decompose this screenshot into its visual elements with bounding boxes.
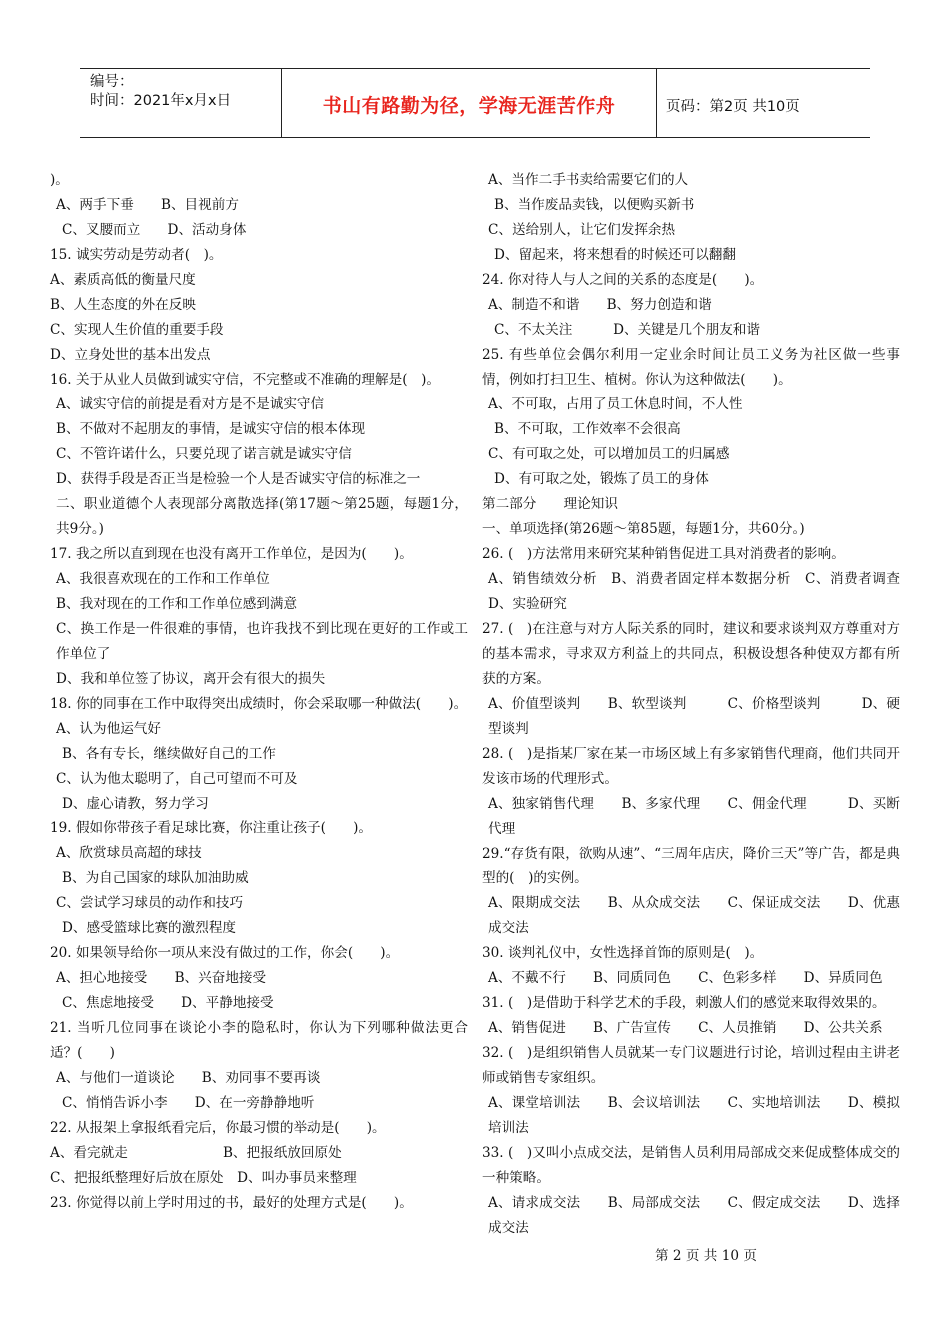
text-line: 19. 假如你带孩子看足球比赛，你注重让孩子( )。: [50, 820, 373, 837]
text-line: 二、职业道德个人表现部分离散选择(第17题～第25题，每题1分，共9分。): [56, 496, 468, 538]
text-line: A、价值型谈判 B、软型谈判 C、价格型谈判 D、硬型谈判: [488, 695, 900, 737]
text-line: D、立身处世的基本出发点: [50, 346, 211, 363]
text-line: 第二部分 理论知识: [482, 496, 618, 513]
text-line: )。: [50, 172, 69, 188]
left-column: [50, 168, 468, 1215]
text-line: A、担心地接受 B、兴奋地接受: [56, 970, 267, 987]
text-line: A、销售促进 B、广告宣传 C、人员推销 D、公共关系: [488, 1020, 883, 1037]
text-line: 33. ( )又叫小点成交法，是销售人员利用局部成交来促成整体成交的一种策略。: [482, 1144, 900, 1186]
text-line: 23. 你觉得以前上学时用过的书，最好的处理方式是( )。: [50, 1194, 413, 1211]
text-line: A、看完就走 B、把报纸放回原处: [50, 1144, 342, 1161]
header-motto: 书山有路勤为径，学海无涯苦作舟: [322, 95, 616, 117]
text-line: B、当作废品卖钱，以便购买新书: [494, 196, 695, 213]
text-line: C、把报纸整理好后放在原处 D、叫办事员来整理: [50, 1169, 357, 1186]
text-line: D、有可取之处，锻炼了员工的身体: [494, 471, 709, 488]
text-line: 29.“存货有限，欲购从速”、“三周年店庆，降价三天”等广告，都是典型的( )的实例。: [482, 845, 900, 887]
text-line: 28. ( )是指某厂家在某一市场区域上有多家销售代理商，他们共同开发该市场的代理形式。: [482, 745, 900, 787]
text-line: 21. 当听几位同事在谈论小李的隐私时，你认为下列哪种做法更合适？( ): [50, 1019, 468, 1061]
text-line: B、为自己国家的球队加油助威: [62, 870, 249, 887]
text-line: 18. 你的同事在工作中取得突出成绩时，你会采取哪一种做法( )。: [50, 695, 468, 712]
text-line: A、不戴不行 B、同质同色 C、色彩多样 D、异质同色: [488, 970, 883, 987]
text-line: A、欣赏球员高超的球技: [56, 845, 202, 862]
text-line: D、留起来，将来想看的时候还可以翻翻: [494, 246, 736, 263]
text-line: C、尝试学习球员的动作和技巧: [56, 895, 244, 912]
text-line: D、感受篮球比赛的激烈程度: [62, 920, 237, 937]
text-line: A、素质高低的衡量尺度: [50, 271, 196, 288]
text-line: C、换工作是一件很难的事情，也许我找不到比现在更好的工作或工作单位了: [56, 620, 468, 662]
text-line: C、实现人生价值的重要手段: [50, 321, 224, 338]
text-line: 26. ( )方法常用来研究某种销售促进工具对消费者的影响。: [482, 546, 845, 563]
text-line: C、焦虑地接受 D、平静地接受: [62, 995, 274, 1012]
header-page-label: 页码：第2页 共10页: [666, 99, 800, 115]
text-line: C、悄悄告诉小李 D、在一旁静静地听: [62, 1094, 315, 1111]
text-line: A、诚实守信的前提是看对方是不是诚实守信: [56, 396, 325, 413]
header-divider: [281, 69, 282, 137]
text-line: C、不太关注 D、关键是几个朋友和谐: [494, 321, 760, 338]
page-footer: 第 2 页 共 10 页: [655, 1248, 757, 1264]
text-line: 22. 从报架上拿报纸看完后，你最习惯的举动是( )。: [50, 1119, 386, 1136]
text-line: 20. 如果领导给你一项从来没有做过的工作，你会( )。: [50, 945, 400, 962]
header-time-label: 时间：2021年x月x日: [90, 93, 232, 109]
text-line: D、我和单位签了协议，离开会有很大的损失: [56, 670, 326, 687]
text-line: C、认为他太聪明了，自己可望而不可及: [56, 770, 298, 787]
text-line: A、当作二手书卖给需要它们的人: [488, 172, 689, 188]
text-line: A、课堂培训法 B、会议培训法 C、实地培训法 D、模拟培训法: [488, 1094, 900, 1136]
text-line: B、人生态度的外在反映: [50, 296, 196, 313]
text-line: 30. 谈判礼仪中，女性选择首饰的原则是( )。: [482, 945, 764, 962]
text-line: A、销售绩效分析 B、消费者固定样本数据分析 C、消费者调查 D、实验研究: [488, 571, 928, 612]
text-line: A、我很喜欢现在的工作和工作单位: [56, 571, 270, 588]
text-line: 32. ( )是组织销售人员就某一专门议题进行讨论，培训过程由主讲老师或销售专家组织。: [482, 1045, 900, 1087]
header-meta: [90, 73, 231, 111]
text-line: 25. 有些单位会偶尔利用一定业余时间让员工义务为社区做一些事情，例如打扫卫生、植树。你认为这种做法( )。: [482, 346, 900, 388]
right-column: [482, 168, 928, 1241]
text-line: B、不做对不起朋友的事情，是诚实守信的根本体现: [56, 421, 366, 438]
text-line: C、有可取之处，可以增加员工的归属感: [488, 446, 730, 463]
text-line: A、与他们一道谈论 B、劝同事不要再谈: [56, 1069, 321, 1086]
text-line: 24. 你对待人与人之间的关系的态度是( )。: [482, 271, 764, 288]
text-line: B、各有专长，继续做好自己的工作: [62, 745, 276, 762]
text-line: 15. 诚实劳动是劳动者( )。: [50, 246, 223, 263]
header-number-label: 编号：: [90, 74, 134, 90]
text-line: B、我对现在的工作和工作单位感到满意: [56, 595, 298, 612]
text-line: A、认为他运气好: [56, 720, 161, 737]
header-divider: [656, 69, 657, 137]
text-line: A、制造不和谐 B、努力创造和谐: [488, 296, 712, 313]
text-line: D、虚心请教，努力学习: [62, 795, 209, 812]
text-line: 16. 关于从业人员做到诚实守信，不完整或不准确的理解是( )。: [50, 371, 440, 388]
text-line: 17. 我之所以直到现在也没有离开工作单位，是因为( )。: [50, 546, 413, 563]
text-line: 31. ( )是借助于科学艺术的手段，刺激人们的感觉来取得效果的。: [482, 995, 886, 1012]
text-line: A、请求成交法 B、局部成交法 C、假定成交法 D、选择成交法: [488, 1194, 900, 1236]
text-line: 一、单项选择(第26题～第85题，每题1分，共60分。): [482, 521, 805, 538]
text-line: A、不可取，占用了员工休息时间，不人性: [488, 396, 743, 413]
text-line: C、不管许诺什么，只要兑现了诺言就是诚实守信: [56, 446, 352, 463]
text-line: A、独家销售代理 B、多家代理 C、佣金代理 D、买断代理: [488, 795, 900, 837]
text-line: C、叉腰而立 D、活动身体: [62, 221, 247, 238]
page-header-table: [80, 68, 870, 138]
text-line: B、不可取，工作效率不会很高: [494, 421, 681, 438]
text-line: D、获得手段是否正当是检验一个人是否诚实守信的标准之一: [56, 471, 421, 488]
text-line: C、送给别人，让它们发挥余热: [488, 221, 676, 238]
text-line: A、两手下垂 B、目视前方: [56, 196, 239, 213]
text-line: A、限期成交法 B、从众成交法 C、保证成交法 D、优惠成交法: [488, 895, 900, 937]
text-line: 27. ( )在注意与对方人际关系的同时，建议和要求谈判双方尊重对方的基本需求，寻求双方利益上的共同点，积极设想各种使双方都有所获的方案。: [482, 620, 900, 687]
